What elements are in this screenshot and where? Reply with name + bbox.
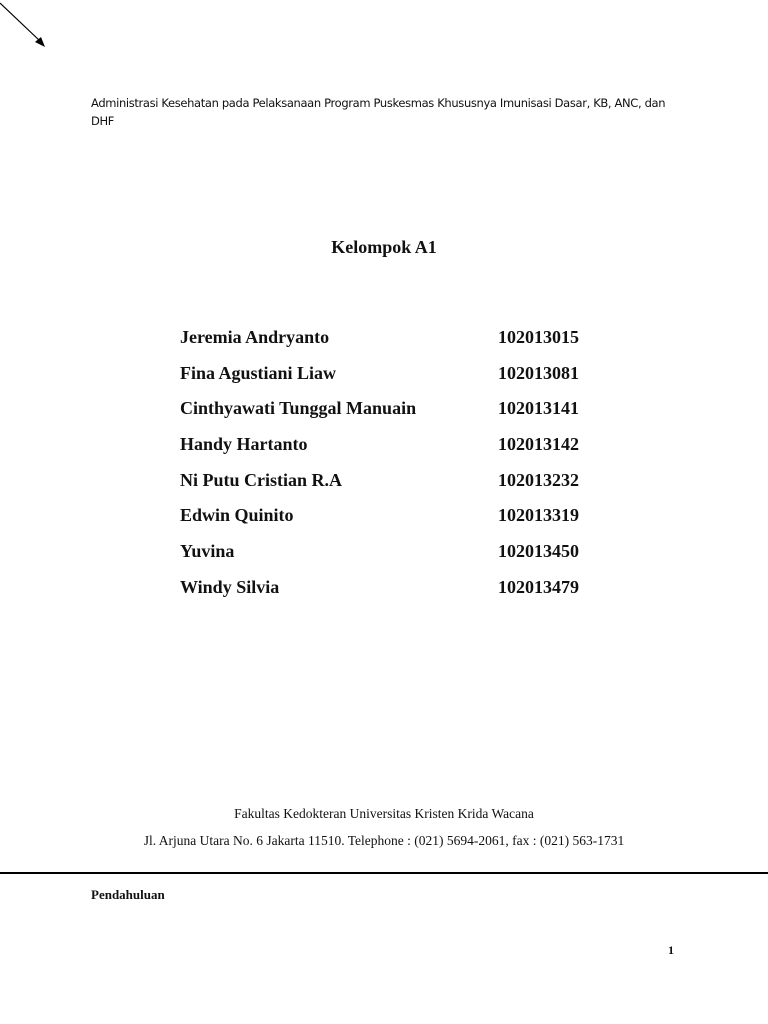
member-nim: 102013232 [498, 469, 579, 490]
member-name: Ni Putu Cristian R.A [180, 469, 343, 490]
faculty-address: Jl. Arjuna Utara No. 6 Jakarta 11510. Telephone : (021) 5694-2061, fax : (021) 563-1731 [143, 833, 625, 848]
member-name: Jeremia Andryanto [180, 327, 330, 347]
member-name: Windy Silvia [180, 576, 280, 597]
member-nim: 102013479 [498, 576, 579, 597]
member-row [180, 395, 620, 431]
faculty-name: Fakultas Kedokteran Universitas Kristen Krida Wacana [234, 806, 534, 821]
member-row [180, 574, 620, 610]
member-nim: 102013141 [498, 398, 579, 419]
member-nim: 102013081 [498, 362, 579, 383]
arrow-icon [0, 0, 60, 60]
section-heading: Pendahuluan [91, 887, 165, 902]
member-nim: 102013142 [498, 434, 579, 455]
member-name: Handy Hartanto [180, 434, 308, 455]
group-title: Kelompok A1 [331, 237, 437, 257]
member-row [180, 431, 620, 467]
member-nim: 102013450 [498, 541, 579, 562]
page-number: 1 [668, 943, 674, 957]
document-title: Administrasi Kesehatan pada Pelaksanaan Program Puskesmas Khususnya Imunisasi Dasar, KB, ANC, dan DHF [91, 96, 666, 128]
horizontal-rule [0, 872, 768, 874]
member-list [180, 324, 620, 610]
member-row [180, 538, 620, 574]
member-row [180, 467, 620, 503]
member-row [180, 324, 620, 360]
member-name: Edwin Quinito [180, 505, 294, 526]
member-name: Fina Agustiani Liaw [180, 362, 337, 383]
member-name: Yuvina [180, 541, 235, 562]
member-nim: 102013015 [498, 327, 579, 347]
member-nim: 102013319 [498, 505, 579, 526]
member-name: Cinthyawati Tunggal Manuain [180, 398, 417, 419]
member-row [180, 502, 620, 538]
member-row [180, 360, 620, 396]
